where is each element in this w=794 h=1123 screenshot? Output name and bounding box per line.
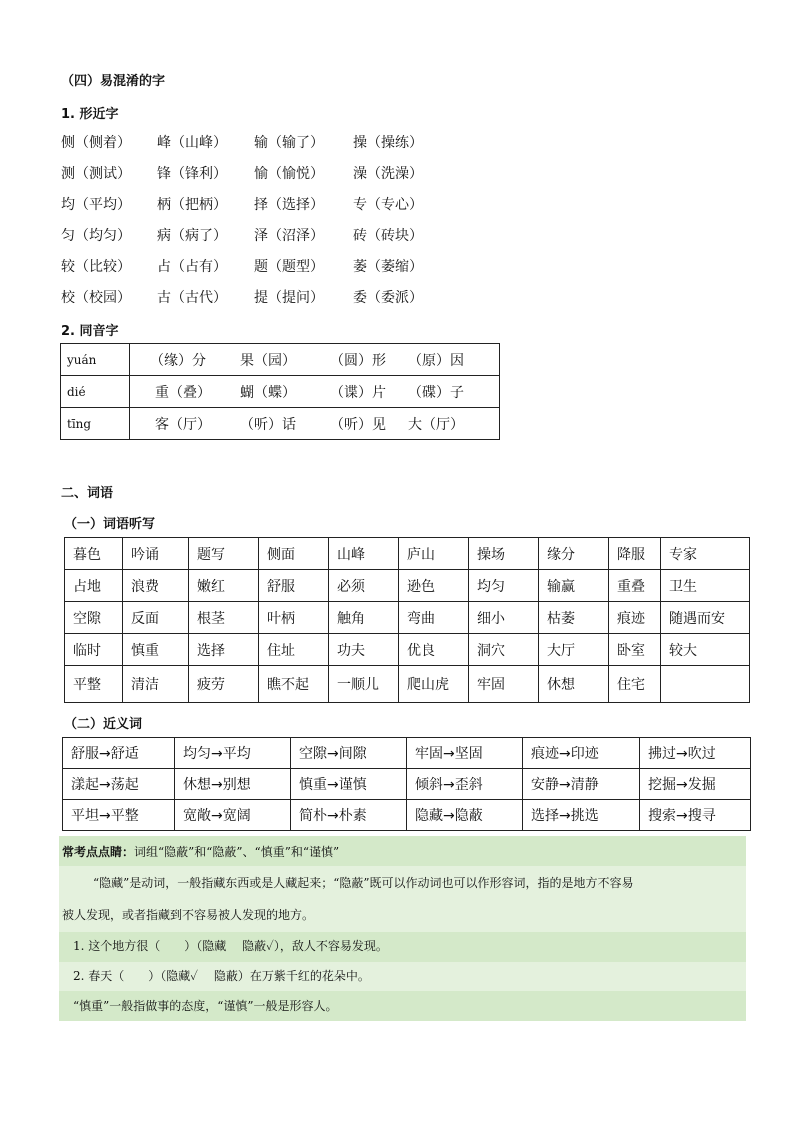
synonym-pair: 慎重→谨慎: [291, 769, 407, 800]
similar-shape-item: 测（测试）: [61, 166, 131, 182]
similar-shape-row: [61, 132, 461, 152]
word-cell: 弯曲: [399, 602, 469, 634]
note-heading-label: 常考点点睛：: [62, 845, 135, 859]
table-row: [63, 769, 751, 800]
homophone-cells: [130, 376, 500, 408]
word-cell: 疲劳: [189, 666, 259, 703]
word-cell: 均匀: [469, 570, 539, 602]
word-cell: 浪费: [123, 570, 189, 602]
word-cell: 专家: [661, 538, 750, 570]
table-row: [61, 344, 500, 376]
similar-shape-item: 校（校园）: [61, 290, 131, 306]
similar-shape-item: 匀（均匀）: [61, 228, 131, 244]
synonym-pair: 宽敞→宽阔: [175, 800, 291, 831]
similar-shape-item: 峰（山峰）: [157, 135, 227, 151]
similar-shape-item: 泽（沼泽）: [254, 228, 324, 244]
similar-shape-item: 较（比较）: [61, 259, 131, 275]
similar-shape-item: 择（选择）: [254, 197, 324, 213]
synonym-table: [62, 737, 751, 831]
word-cell: 缘分: [539, 538, 609, 570]
synonym-pair: 简朴→朴素: [291, 800, 407, 831]
word-cell: 临时: [65, 634, 123, 666]
word-cell: 触角: [329, 602, 399, 634]
table-row: [63, 738, 751, 769]
word-cell: 嫩红: [189, 570, 259, 602]
similar-shape-item: 古（古代）: [157, 290, 227, 306]
synonym-pair: 舒服→舒适: [63, 738, 175, 769]
similar-shape-row: [61, 163, 461, 183]
note-paragraph: 被人发现，或者指藏到不容易被人发现的地方。: [62, 908, 315, 922]
synonym-pair: 拂过→吹过: [640, 738, 751, 769]
similar-shape-item: 侧（侧着）: [61, 135, 131, 151]
word-cell: 优良: [399, 634, 469, 666]
word-cell: 占地: [65, 570, 123, 602]
homophone-word: （原）因: [408, 352, 464, 369]
similar-shape-item: 专（专心）: [353, 197, 423, 213]
pinyin-cell: yuán: [61, 344, 130, 376]
section-title-confusable-chars: （四）易混淆的字: [61, 74, 166, 89]
synonym-pair: 空隙→间隙: [291, 738, 407, 769]
word-cell: 降服: [609, 538, 661, 570]
similar-shape-item: 操（操练）: [353, 135, 423, 151]
word-cell: 空隙: [65, 602, 123, 634]
homophone-word: 果（园）: [240, 352, 296, 369]
table-row: [65, 666, 750, 703]
word-cell: 休想: [539, 666, 609, 703]
homophone-cells: [130, 408, 500, 440]
synonym-pair: 选择→挑选: [523, 800, 640, 831]
homophone-word: 蝴（蝶）: [240, 384, 296, 401]
table-row: [65, 538, 750, 570]
similar-shape-item: 均（平均）: [61, 197, 131, 213]
word-cell: 操场: [469, 538, 539, 570]
synonym-pair: 安静→清静: [523, 769, 640, 800]
homophone-word: （听）见: [330, 416, 386, 433]
word-cell: 暮色: [65, 538, 123, 570]
synonym-pair: 休想→别想: [175, 769, 291, 800]
word-cell: 住宅: [609, 666, 661, 703]
synonym-pair: 均匀→平均: [175, 738, 291, 769]
word-cell: 瞧不起: [259, 666, 329, 703]
subsection-title-similar-shape: 1. 形近字: [61, 107, 119, 122]
similar-shape-item: 锋（锋利）: [157, 166, 227, 182]
homophone-word: （谍）片: [330, 384, 386, 401]
synonym-pair: 痕迹→印迹: [523, 738, 640, 769]
homophone-word: （碟）子: [408, 384, 464, 401]
word-cell: 卧室: [609, 634, 661, 666]
key-point-note-box: [59, 836, 746, 1021]
word-cell: 山峰: [329, 538, 399, 570]
note-heading-text: 词组“隐蔽”和“隐蔽”、“慎重”和“谨慎”: [134, 845, 340, 859]
similar-shape-row: [61, 194, 461, 214]
word-cell: 反面: [123, 602, 189, 634]
word-cell: 选择: [189, 634, 259, 666]
similar-shape-row: [61, 256, 461, 276]
word-cell: 慎重: [123, 634, 189, 666]
word-cell: 牢固: [469, 666, 539, 703]
subsection-title-homophones: 2. 同音字: [61, 324, 119, 339]
word-cell: 大厅: [539, 634, 609, 666]
homophone-word: （圆）形: [330, 352, 386, 369]
word-cell: 必须: [329, 570, 399, 602]
similar-shape-row: [61, 225, 461, 245]
note-heading: [62, 843, 749, 860]
word-cell: 卫生: [661, 570, 750, 602]
word-cell: 舒服: [259, 570, 329, 602]
synonym-pair: 挖掘→发掘: [640, 769, 751, 800]
word-cell: 叶柄: [259, 602, 329, 634]
table-row: [61, 376, 500, 408]
word-cell: 侧面: [259, 538, 329, 570]
synonym-pair: 隐藏→隐蔽: [407, 800, 523, 831]
word-cell: 随遇而安: [661, 602, 750, 634]
word-cell: 重叠: [609, 570, 661, 602]
homophone-word: 客（厅）: [155, 416, 211, 433]
synonym-pair: 牢固→坚固: [407, 738, 523, 769]
similar-shape-item: 愉（愉悦）: [254, 166, 324, 182]
similar-shape-item: 提（提问）: [254, 290, 324, 306]
subsection-title-dictation: （一）词语听写: [64, 517, 156, 532]
word-cell: 枯萎: [539, 602, 609, 634]
table-row: [61, 408, 500, 440]
pinyin-cell: tīng: [61, 408, 130, 440]
homophone-table: [60, 343, 500, 440]
subsection-title-synonyms: （二）近义词: [64, 717, 143, 732]
similar-shape-item: 柄（把柄）: [157, 197, 227, 213]
similar-shape-item: 病（病了）: [157, 228, 227, 244]
synonym-pair: 平坦→平整: [63, 800, 175, 831]
word-cell: 平整: [65, 666, 123, 703]
word-cell: 功夫: [329, 634, 399, 666]
synonym-pair: 倾斜→歪斜: [407, 769, 523, 800]
synonym-pair: 漾起→荡起: [63, 769, 175, 800]
homophone-word: （听）话: [240, 416, 296, 433]
similar-shape-item: 砖（砖块）: [353, 228, 423, 244]
homophone-cells: [130, 344, 500, 376]
note-paragraph: “隐藏”是动词，一般指藏东西或是人藏起来；“隐蔽”既可以作动词也可以作形容词，指的是地方不容易: [93, 876, 634, 890]
word-cell: [661, 666, 750, 703]
word-cell: 吟诵: [123, 538, 189, 570]
word-cell: 清洁: [123, 666, 189, 703]
similar-shape-item: 输（输了）: [254, 135, 324, 151]
similar-shape-item: 委（委派）: [353, 290, 423, 306]
word-cell: 逊色: [399, 570, 469, 602]
homophone-word: （缘）分: [150, 352, 206, 369]
similar-shape-item: 占（占有）: [157, 259, 227, 275]
word-cell: 痕迹: [609, 602, 661, 634]
note-question: 1. 这个地方很（ ）（隐藏 隐蔽✓），敌人不容易发现。: [73, 939, 388, 953]
word-cell: 细小: [469, 602, 539, 634]
word-cell: 住址: [259, 634, 329, 666]
word-cell: 题写: [189, 538, 259, 570]
pinyin-cell: dié: [61, 376, 130, 408]
synonym-pair: 搜索→搜寻: [640, 800, 751, 831]
dictation-table: [64, 537, 750, 703]
part-title-vocabulary: 二、词语: [61, 486, 114, 501]
table-row: [63, 800, 751, 831]
table-row: [65, 634, 750, 666]
word-cell: 较大: [661, 634, 750, 666]
table-row: [65, 602, 750, 634]
word-cell: 洞穴: [469, 634, 539, 666]
similar-shape-row: [61, 287, 461, 307]
similar-shape-item: 澡（洗澡）: [353, 166, 423, 182]
word-cell: 一顺儿: [329, 666, 399, 703]
word-cell: 根茎: [189, 602, 259, 634]
homophone-word: 大（厅）: [408, 416, 464, 433]
word-cell: 爬山虎: [399, 666, 469, 703]
homophone-word: 重（叠）: [155, 384, 211, 401]
word-cell: 输赢: [539, 570, 609, 602]
note-question: 2. 春天（ ）（隐藏✓ 隐蔽）在万紫千红的花朵中。: [73, 969, 370, 983]
word-cell: 庐山: [399, 538, 469, 570]
similar-shape-item: 题（题型）: [254, 259, 324, 275]
similar-shape-item: 萎（萎缩）: [353, 259, 423, 275]
table-row: [65, 570, 750, 602]
note-paragraph: “慎重”一般指做事的态度，“谨慎”一般是形容人。: [73, 999, 338, 1013]
